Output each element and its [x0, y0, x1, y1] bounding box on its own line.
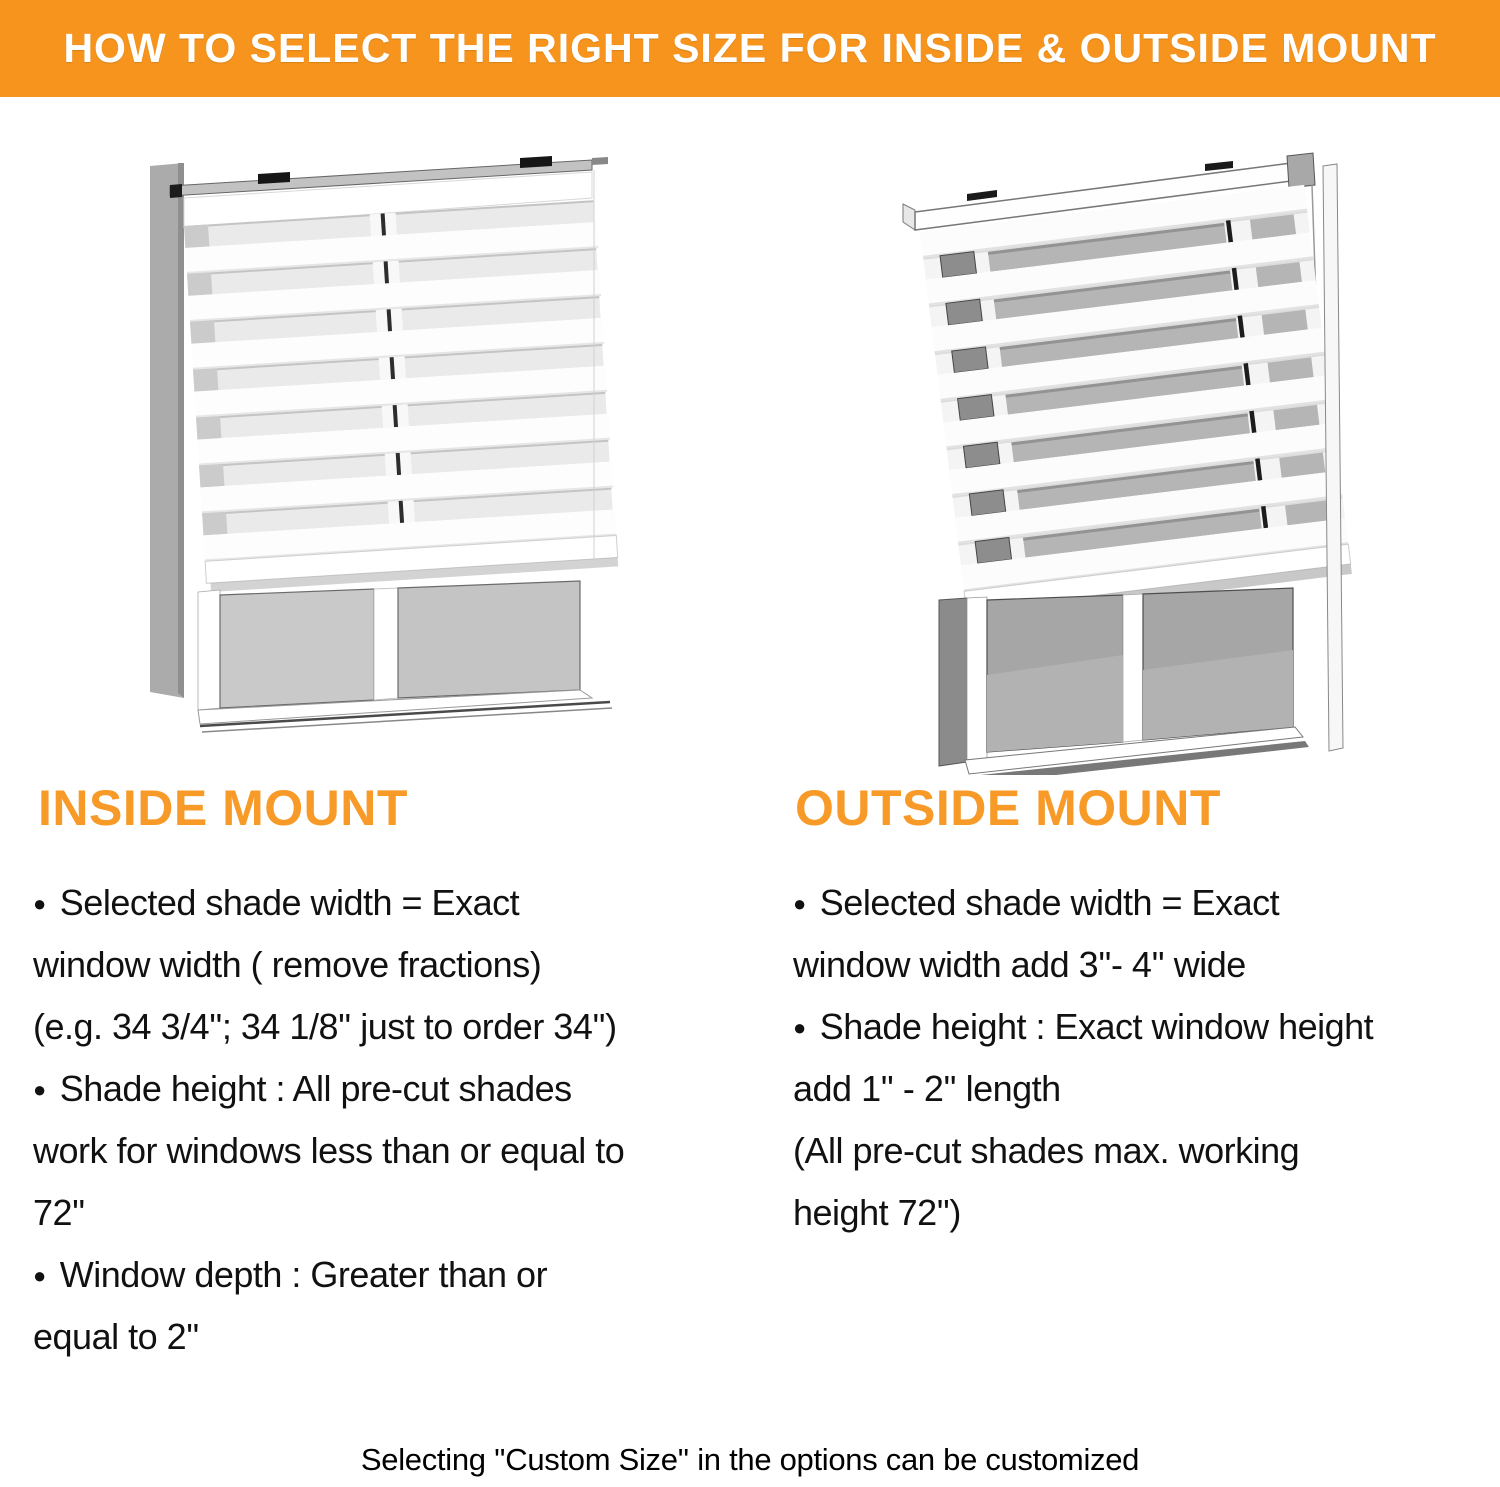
window-mullion [374, 588, 398, 700]
text-line: (All pre-cut shades max. working [793, 1130, 1300, 1171]
text-line: work for windows less than or equal to [33, 1130, 625, 1171]
window-glass-pane [220, 589, 374, 708]
window-glass-pane [398, 581, 580, 698]
footer-note: Selecting ''Custom Size'' in the options can be customized [360, 1442, 1140, 1477]
inside-mount-notes [33, 872, 753, 1368]
inside-mount-window-drawing [140, 140, 660, 770]
text-line: ● Shade height : Exact window height [793, 996, 1493, 1058]
mount-bracket-icon [258, 172, 290, 184]
text-line: (e.g. 34 3/4''; 34 1/8'' just to order 34'') [33, 1006, 617, 1047]
side-rail [1323, 164, 1343, 751]
text-line: equal to 2'' [33, 1316, 199, 1357]
text-line: window width ( remove fractions) [33, 944, 542, 985]
text-line: window width add 3''- 4'' wide [793, 944, 1246, 985]
bullet-dot: ● [33, 891, 46, 916]
inside-mount-illustration [140, 140, 660, 770]
outside-mount-illustration [875, 130, 1420, 775]
bullet-dot: ● [793, 1015, 806, 1040]
outside-mount-window-drawing [875, 130, 1420, 775]
inside-mount-heading: INSIDE MOUNT [38, 780, 408, 836]
outside-mount-heading: OUTSIDE MOUNT [795, 780, 1221, 836]
banner-title: HOW TO SELECT THE RIGHT SIZE FOR INSIDE & OUTSIDE MOUNT [63, 25, 1437, 71]
text-line: ● Selected shade width = Exact [793, 872, 1493, 934]
bullet-dot: ● [33, 1263, 46, 1288]
mount-bracket-icon [967, 190, 997, 201]
text-line: add 1'' - 2'' length [793, 1068, 1061, 1109]
text-line: ● Selected shade width = Exact [33, 872, 753, 934]
zebra-shade-fabric [184, 200, 618, 592]
header-banner [0, 0, 1500, 97]
bullet-dot: ● [793, 891, 806, 916]
text-line: ● Window depth : Greater than or [33, 1244, 753, 1306]
end-bracket [1287, 153, 1315, 188]
outside-mount-notes [793, 872, 1493, 1244]
window-frame-left [939, 598, 967, 766]
text-line: 72'' [33, 1192, 85, 1233]
mount-bracket-icon [1205, 161, 1233, 171]
bullet-dot: ● [33, 1077, 46, 1102]
text-line: ● Shade height : All pre-cut shades [33, 1058, 753, 1120]
text-line: height 72'') [793, 1192, 961, 1233]
mount-bracket-icon [520, 156, 552, 168]
zebra-shade-fabric [920, 185, 1352, 621]
window-mullion [1123, 594, 1143, 742]
